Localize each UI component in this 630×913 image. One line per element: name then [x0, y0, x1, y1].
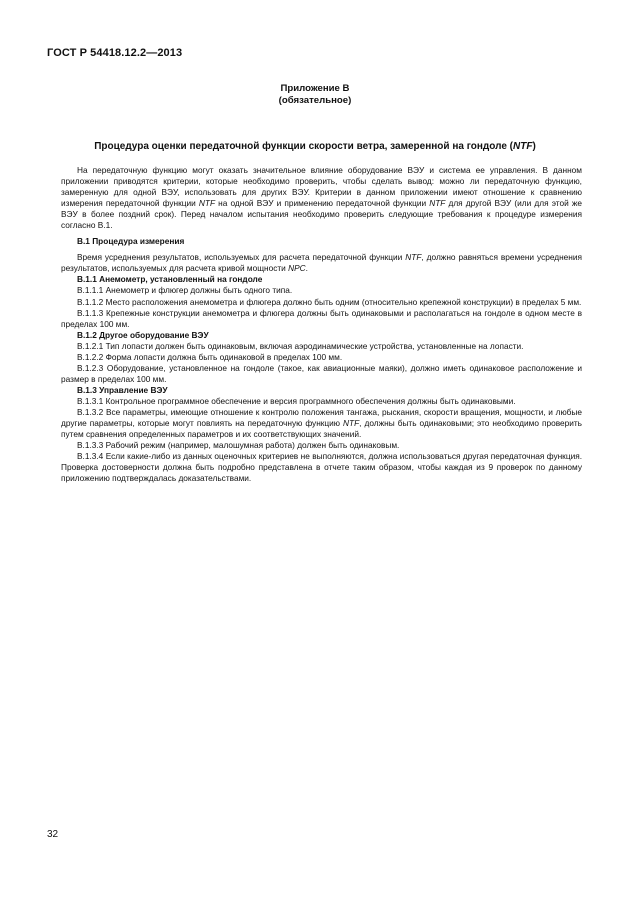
b132-text-a: В.1.3.2 Все параметры, имеющие отношение к контролю положения тангажа, рыскания, скорости вращения, мощности, и любые другие параметры, которые могут повлиять на передаточную функцию: [61, 406, 582, 429]
clause-b112: В.1.1.2 Место расположения анемометра и флюгера должно быть одним (относительно крепежной конструкции) в пределах 5 мм.: [77, 296, 582, 307]
page-number: 32: [47, 829, 59, 840]
appendix-status: (обязательное): [278, 95, 352, 106]
appendix-title: [0, 141, 630, 152]
section-b12-heading: В.1.2 Другое оборудование ВЭУ: [77, 329, 209, 340]
b132-abbr-ntf: NTF: [343, 418, 360, 429]
section-b13-heading: В.1.3 Управление ВЭУ: [77, 384, 168, 395]
intro-paragraph: [61, 165, 582, 231]
title-text: Процедура оценки передаточной функции скорости ветра, замеренной на гондоле (: [94, 141, 513, 152]
clause-b133: В.1.3.3 Рабочий режим (например, малошумная работа) должен быть одинаковым.: [77, 440, 400, 451]
section-b1-heading: В.1 Процедура измерения: [77, 236, 185, 247]
b1-text-a: Время усреднения результатов, используемых для расчета передаточной функции: [77, 252, 406, 263]
intro-abbr-2: NTF: [429, 198, 446, 209]
title-abbr: NTF: [512, 141, 533, 152]
clause-b132: [61, 407, 582, 440]
clause-b121: В.1.2.1 Тип лопасти должен быть одинаковым, включая аэродинамические устройства, установленные на лопасти.: [77, 340, 524, 351]
section-b1-paragraph: [61, 252, 582, 274]
intro-text-e: для другой ВЭУ (или для этой же ВЭУ в более поздний срок). Перед началом испытания необходимо проверить следующие требования к процедуре измерения согласно В.1.: [61, 198, 582, 231]
b1-abbr-npc: NPC: [288, 263, 306, 274]
clause-b123: В.1.2.3 Оборудование, установленное на гондоле (такое, как авиационные маяки), должно иметь одинаковое расположение и размер в пределах 100 мм.: [61, 362, 582, 384]
appendix-label: Приложение В: [280, 83, 350, 94]
clause-b122: В.1.2.2 Форма лопасти должна быть одинаковой в пределах 100 мм.: [77, 351, 343, 362]
clause-b131: В.1.3.1 Контрольное программное обеспечение и версия программного обеспечения должны быть одинаковыми.: [77, 395, 516, 406]
intro-text-c: на одной ВЭУ и применению передаточной функции: [215, 198, 430, 209]
document-body: [61, 165, 582, 484]
b1-text-c: , должно равняться времени усреднения результатов, используемых для расчета кривой мощности: [61, 252, 583, 274]
clause-b113: В.1.1.3 Крепежные конструкции анемометра и флюгера должны быть одинаковыми и располагаться на гондоле в одном месте в пределах 100 мм.: [61, 307, 582, 329]
b1-abbr-ntf: NTF: [405, 252, 422, 263]
title-end: ): [532, 141, 536, 152]
b132-text-c: , должны быть одинаковыми; это необходимо проверить путем сравнения определенных параметров и их соответствующих значений.: [61, 418, 582, 440]
section-b11-heading: В.1.1 Анемометр, установленный на гондоле: [77, 274, 263, 285]
standard-header: ГОСТ Р 54418.12.2—2013: [47, 47, 183, 59]
intro-text-a: На передаточную функцию могут оказать значительное влияние оборудование ВЭУ и система ее управления. В данном приложении приводятся критерии, которые необходимо проверить, чтобы сделать вывод: можно ли передаточную функцию, замеренную для одной ВЭУ, использовать для других ВЭУ. Критерии в данном приложении имеют отношение к сравнению измерения передаточной функции: [61, 165, 582, 209]
intro-abbr-1: NTF: [198, 198, 216, 209]
clause-b134: В.1.3.4 Если какие-либо из данных оценочных критериев не выполняются, должна использоваться другая передаточная функция. Проверка достоверности должна быть подробно представлена в отчете таким образом, чтобы каждая из 9 проверок по данному приложению подтверждалась доказательствами.: [61, 451, 582, 484]
b1-text-e: .: [305, 263, 308, 274]
clause-b111: В.1.1.1 Анемометр и флюгер должны быть одного типа.: [77, 285, 293, 296]
